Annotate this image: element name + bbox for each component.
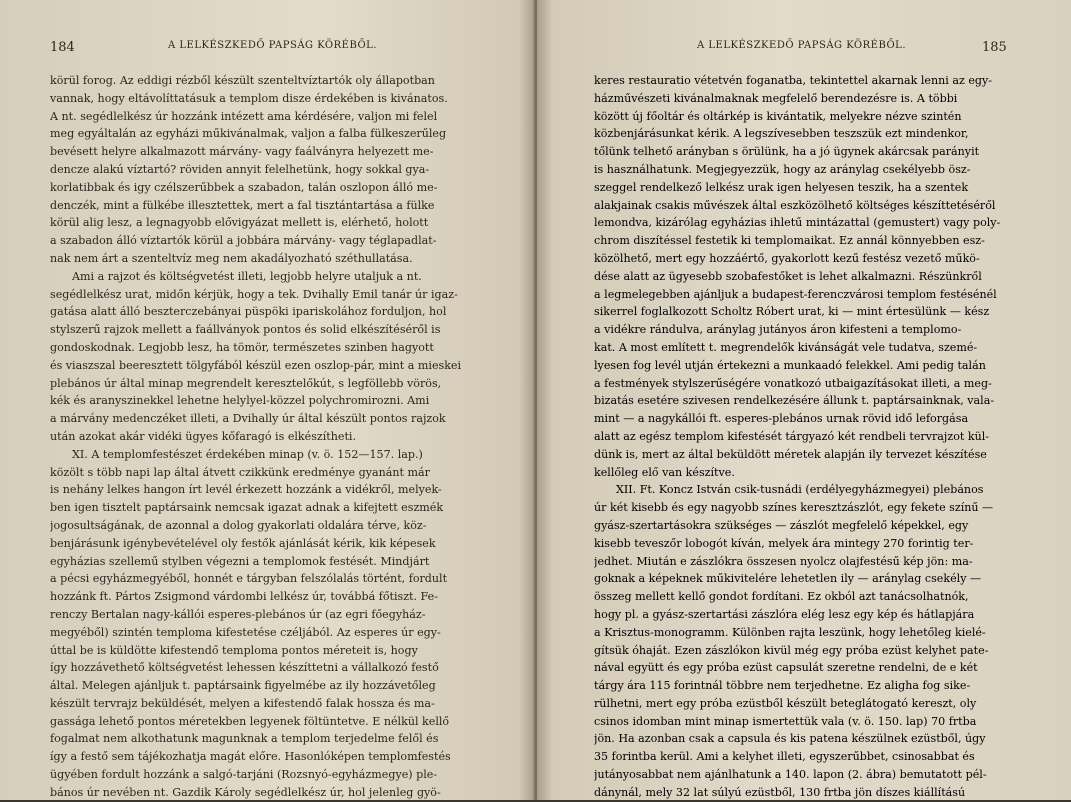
text-line: vannak, hogy eltávolíttatásuk a templom disze érdekében is kivánatos. (50, 91, 448, 105)
text-line: nak nem árt a szenteltvíz meg nem akadályozható széthullatása. (50, 251, 413, 265)
text-line: között új főoltár és oltárkép is kivántatik, melyekre nézve szintén (594, 109, 962, 123)
paragraph (594, 481, 1030, 801)
text-line: bevésett helyre alkalmazott márvány- vagy faálványra helyezett me- (50, 145, 434, 159)
left-page-text (50, 72, 486, 800)
text-line: úr két kisebb és egy nagyobb színes keresztzászlót, egy fekete színű — (594, 501, 994, 515)
text-line: kellőleg elő van készítve. (594, 465, 735, 479)
text-line: benjárásunk igénybevételével oly festők ajánlását kérik, kik képesek (50, 536, 436, 550)
text-line: stylszerű rajzok mellett a faállványok pontos és solid elkészítéséről is (50, 323, 441, 337)
text-line: fogalmat nem alkothatunk magunknak a templom terjedelme felől és (50, 732, 439, 746)
text-line: egyházias szellemű stylben végezni a templomok festését. Mindjárt (50, 554, 430, 568)
text-line: így a festő sem tájékozhatja magát előre. Hasonlóképen templomfestés (50, 750, 451, 764)
text-line: úttal be is küldötte kifestendő temploma pontos méreteit is, hogy (50, 643, 418, 657)
text-line: gítsük óhaját. Ezen zászlókon kivül még egy próba ezüst kelyhet pate- (594, 643, 989, 657)
page-number: 185 (982, 40, 1007, 55)
text-line: bizatás esetére szivesen rendelkezésére állunk t. paptársainknak, vala- (594, 394, 995, 408)
text-line: közölhető, mert egy hozzáértő, gyakorlott kezű festész vezető műkö- (594, 251, 980, 265)
text-line: Ami a rajzot és költségvetést illeti, legjobb helyre utaljuk a nt. (72, 269, 422, 283)
text-line: tárgy ára 115 forintnál többre nem terjedhetne. Ez aligha fog sike- (594, 679, 971, 693)
text-line: tőlünk telhető arányban s örülünk, ha a jó ügynek akárcsak parányit (594, 145, 980, 159)
text-line: rülhetni, mert egy próba ezüstből készült beteglátogató kereszt, oly (594, 696, 977, 710)
text-line: körül forog. Az eddigi rézből készült szenteltvíztartók oly állapotban (50, 74, 435, 87)
left-page (0, 0, 535, 800)
running-head: A LELKÉSZKEDŐ PAPSÁG KÖRÉBŐL. (697, 40, 906, 51)
text-line: goknak a képeknek műkivitelére lehetetlen ily — aránylag csekély — (594, 572, 982, 586)
text-line: gondoskodnak. Legjobb lesz, ha tömör, természetes szinben hagyott (50, 340, 434, 354)
text-line: a Krisztus-monogramm. Különben rajta leszünk, hogy lehetőleg kielé- (594, 625, 986, 639)
text-line: után azokat akár vidéki ügyes kőfaragó is elkészítheti. (50, 429, 357, 443)
paragraph (50, 268, 486, 446)
text-line: 35 forintba kerül. Ami a kelyhet illeti, egyszerűbbet, csinosabbat és (594, 750, 975, 764)
text-line: meg egyáltalán az egyházi műkivánalmak, valjon a falba fülkeszerűleg (50, 127, 447, 141)
text-line: a vidékre rándulva, aránylag jutányos áron kifesteni a templomo- (594, 323, 962, 337)
text-line: jedhet. Miután e zászlókra összesen nyolcz olajfestésű kép jön: ma- (594, 554, 973, 568)
text-line: kisebb teveszőr lobogót kíván, melyek ára mintegy 270 forintig ter- (594, 536, 974, 550)
text-line: szeggel rendelkező lelkész urak igen helyesen teszik, ha a szentek (594, 180, 969, 194)
text-line: a márvány medenczéket illeti, a Dvihally úr által készült pontos rajzok (50, 412, 446, 426)
text-line: gyász-szertartásokra szükséges — zászlót megfelelő képekkel, egy (594, 518, 969, 532)
paragraph (50, 446, 486, 800)
text-line: gassága lehető pontos méretekben legyenek föltüntetve. E nélkül kellő (50, 714, 450, 728)
text-line: hozzánk ft. Pártos Zsigmond várdombi lelkész úr, továbbá főtiszt. Fe- (50, 590, 438, 604)
text-line: csinos idomban mint minap ismertettük vala (v. ö. 150. lap) 70 frtba (594, 714, 977, 728)
text-line: bános úr nevében nt. Gazdik Károly segédlelkész úr, hol jelenleg gyö- (50, 785, 441, 799)
running-head: A LELKÉSZKEDŐ PAPSÁG KÖRÉBŐL. (168, 40, 377, 51)
right-page-text (594, 72, 1030, 802)
text-line: lyesen fog levél utján értekezni a munkaadó felekkel. Ami pedig talán (594, 358, 986, 372)
text-line: a legmelegebben ajánljuk a budapest-ferenczvárosi templom festésénél (594, 287, 997, 301)
text-line: segédlelkész urat, midőn kérjük, hogy a tek. Dvihally Emil tanár úr igaz- (50, 287, 458, 301)
text-line: jutányosabbat nem ajánlhatunk a 140. lapon (2. ábra) bemutatott pél- (594, 768, 987, 782)
text-line: alatt az egész templom kifestését tárgyazó két rendbeli tervrajzot kül- (594, 429, 990, 443)
text-line: sikerrel foglalkozott Scholtz Róbert urat, ki — mint értesülünk — kész (594, 305, 990, 319)
paragraph (50, 72, 486, 268)
text-line: lemondva, kizárólag egyházias ihletű mintázattal (gemustert) vagy poly- (594, 216, 1001, 230)
text-line: mint — a nagykállói ft. esperes-plebános urnak rövid idő leforgása (594, 412, 969, 426)
text-line: denczék, mint a fülkébe illesztettek, mert a fal tisztántartása a fülke (50, 198, 435, 212)
text-line: dünk is, mert az által beküldött méretek alapján ily tervezet készítése (594, 447, 987, 461)
text-line: és viaszszal beeresztett tölgyfából készül ezen oszlop-pár, mint a mieskei (50, 358, 462, 372)
text-line: chrom diszítéssel festetik ki templomaikat. Ez annál könnyebben esz- (594, 234, 985, 248)
text-line: alakjainak csakis művészek által eszközölhető költséges készíttetéséről (594, 198, 996, 212)
text-line: XII. Ft. Koncz István csik-tusnádi (erdélyegyházmegyei) plebános (616, 483, 984, 497)
text-line: dencze alakú víztartó? röviden annyit felelhetünk, hogy sokkal gya- (50, 162, 430, 176)
text-line: közölt s több napi lap által átvett czikkünk eredménye gyanánt már (50, 465, 430, 479)
text-line: megyéből) szintén temploma kifestetése czéljából. Az esperes úr egy- (50, 625, 441, 639)
text-line: A nt. segédlelkész úr hozzánk intézett ama kérdésére, valjon mi felel (50, 109, 438, 123)
text-line: hogy pl. a gyász-szertartási zászlóra elég lesz egy kép és hátlapjára (594, 607, 975, 621)
text-line: jön. Ha azonban csak a capsula és kis patena készülnek ezüstből, úgy (594, 732, 986, 746)
text-line: is nehány lelkes hangon írt levél érkezett hozzánk a vidékről, melyek- (50, 483, 442, 497)
text-line: keres restauratio vétetvén foganatba, tekintettel akarnak lenni az egy- (594, 74, 993, 87)
text-line: ügyében fordult hozzánk a salgó-tarjáni (Rozsnyó-egyházmegye) ple- (50, 768, 438, 782)
text-line: dése alatt az ügyesebb szobafestőket is lehet alkalmazni. Részünkről (594, 269, 982, 283)
text-line: a pécsi egyházmegyéből, honnét e tárgyban felszólalás történt, fordult (50, 572, 448, 586)
text-line: kék és aranyszinekkel lehetne helylyel-közzel polychromirozni. Ami (50, 394, 430, 408)
text-line: plebános úr által minap megrendelt keresztelőkút, s legföllebb vörös, (50, 376, 442, 390)
text-line: kat. A most említett t. megrendelők kivánságát vele tudatva, szemé- (594, 340, 978, 354)
text-line: is használhatunk. Megjegyezzük, hogy az aránylag csekélyebb ösz- (594, 162, 971, 176)
text-line: a festmények stylszerűségére vonatkozó utbaigazításokat illeti, a meg- (594, 376, 992, 390)
text-line: nával együtt és egy próba ezüst capsulát szeretne rendelni, de e két (594, 661, 978, 675)
text-line: így hozzávethető költségvetést lehessen készíttetni a vállalkozó festő (50, 661, 439, 675)
text-line: ben igen tisztelt paptársaink nemcsak igazat adnak a kifejtett eszmék (50, 501, 444, 515)
text-line: XI. A templomfestészet érdekében minap (v. ö. 152—157. lap.) (72, 447, 423, 461)
text-line: dánynál, mely 32 lat súlyú ezüstből, 130 frtba jön díszes kiállítású (594, 785, 966, 799)
text-line: által. Melegen ajánljuk t. paptársaink figyelmébe az ily hozzávetőleg (50, 679, 436, 693)
text-line: gatása alatt álló beszterczebányai püspöki ipariskolához forduljon, hol (50, 305, 447, 319)
text-line: körül alig lesz, a legnagyobb elővigyázat mellett is, elérhető, holott (50, 216, 429, 230)
text-line: összeg mellett kellő gondot fordítani. Ez okból azt tanácsolhatnók, (594, 590, 969, 604)
text-line: közbenjárásunkat kérik. A legszívesebben teszszük ezt mindenkor, (594, 127, 969, 141)
text-line: a szabadon álló víztartók körül a jobbára márvány- vagy téglapadlat- (50, 234, 437, 248)
text-line: készült tervrajz beküldését, melyen a kifestendő falak hossza és ma- (50, 696, 435, 710)
paragraph (594, 72, 1030, 481)
text-line: jogosultságának, de azonnal a dolog gyakorlati oldalára térve, köz- (50, 518, 427, 532)
text-line: renczy Bertalan nagy-kállói esperes-plebános úr (az egri főegyház- (50, 607, 426, 621)
text-line: korlatibbak és igy czélszerűbbek a szabadon, talán oszlopon álló me- (50, 180, 438, 194)
text-line: házművészeti kivánalmaknak megfelelő berendezésre is. A többi (594, 91, 958, 105)
page-number: 184 (50, 40, 75, 55)
